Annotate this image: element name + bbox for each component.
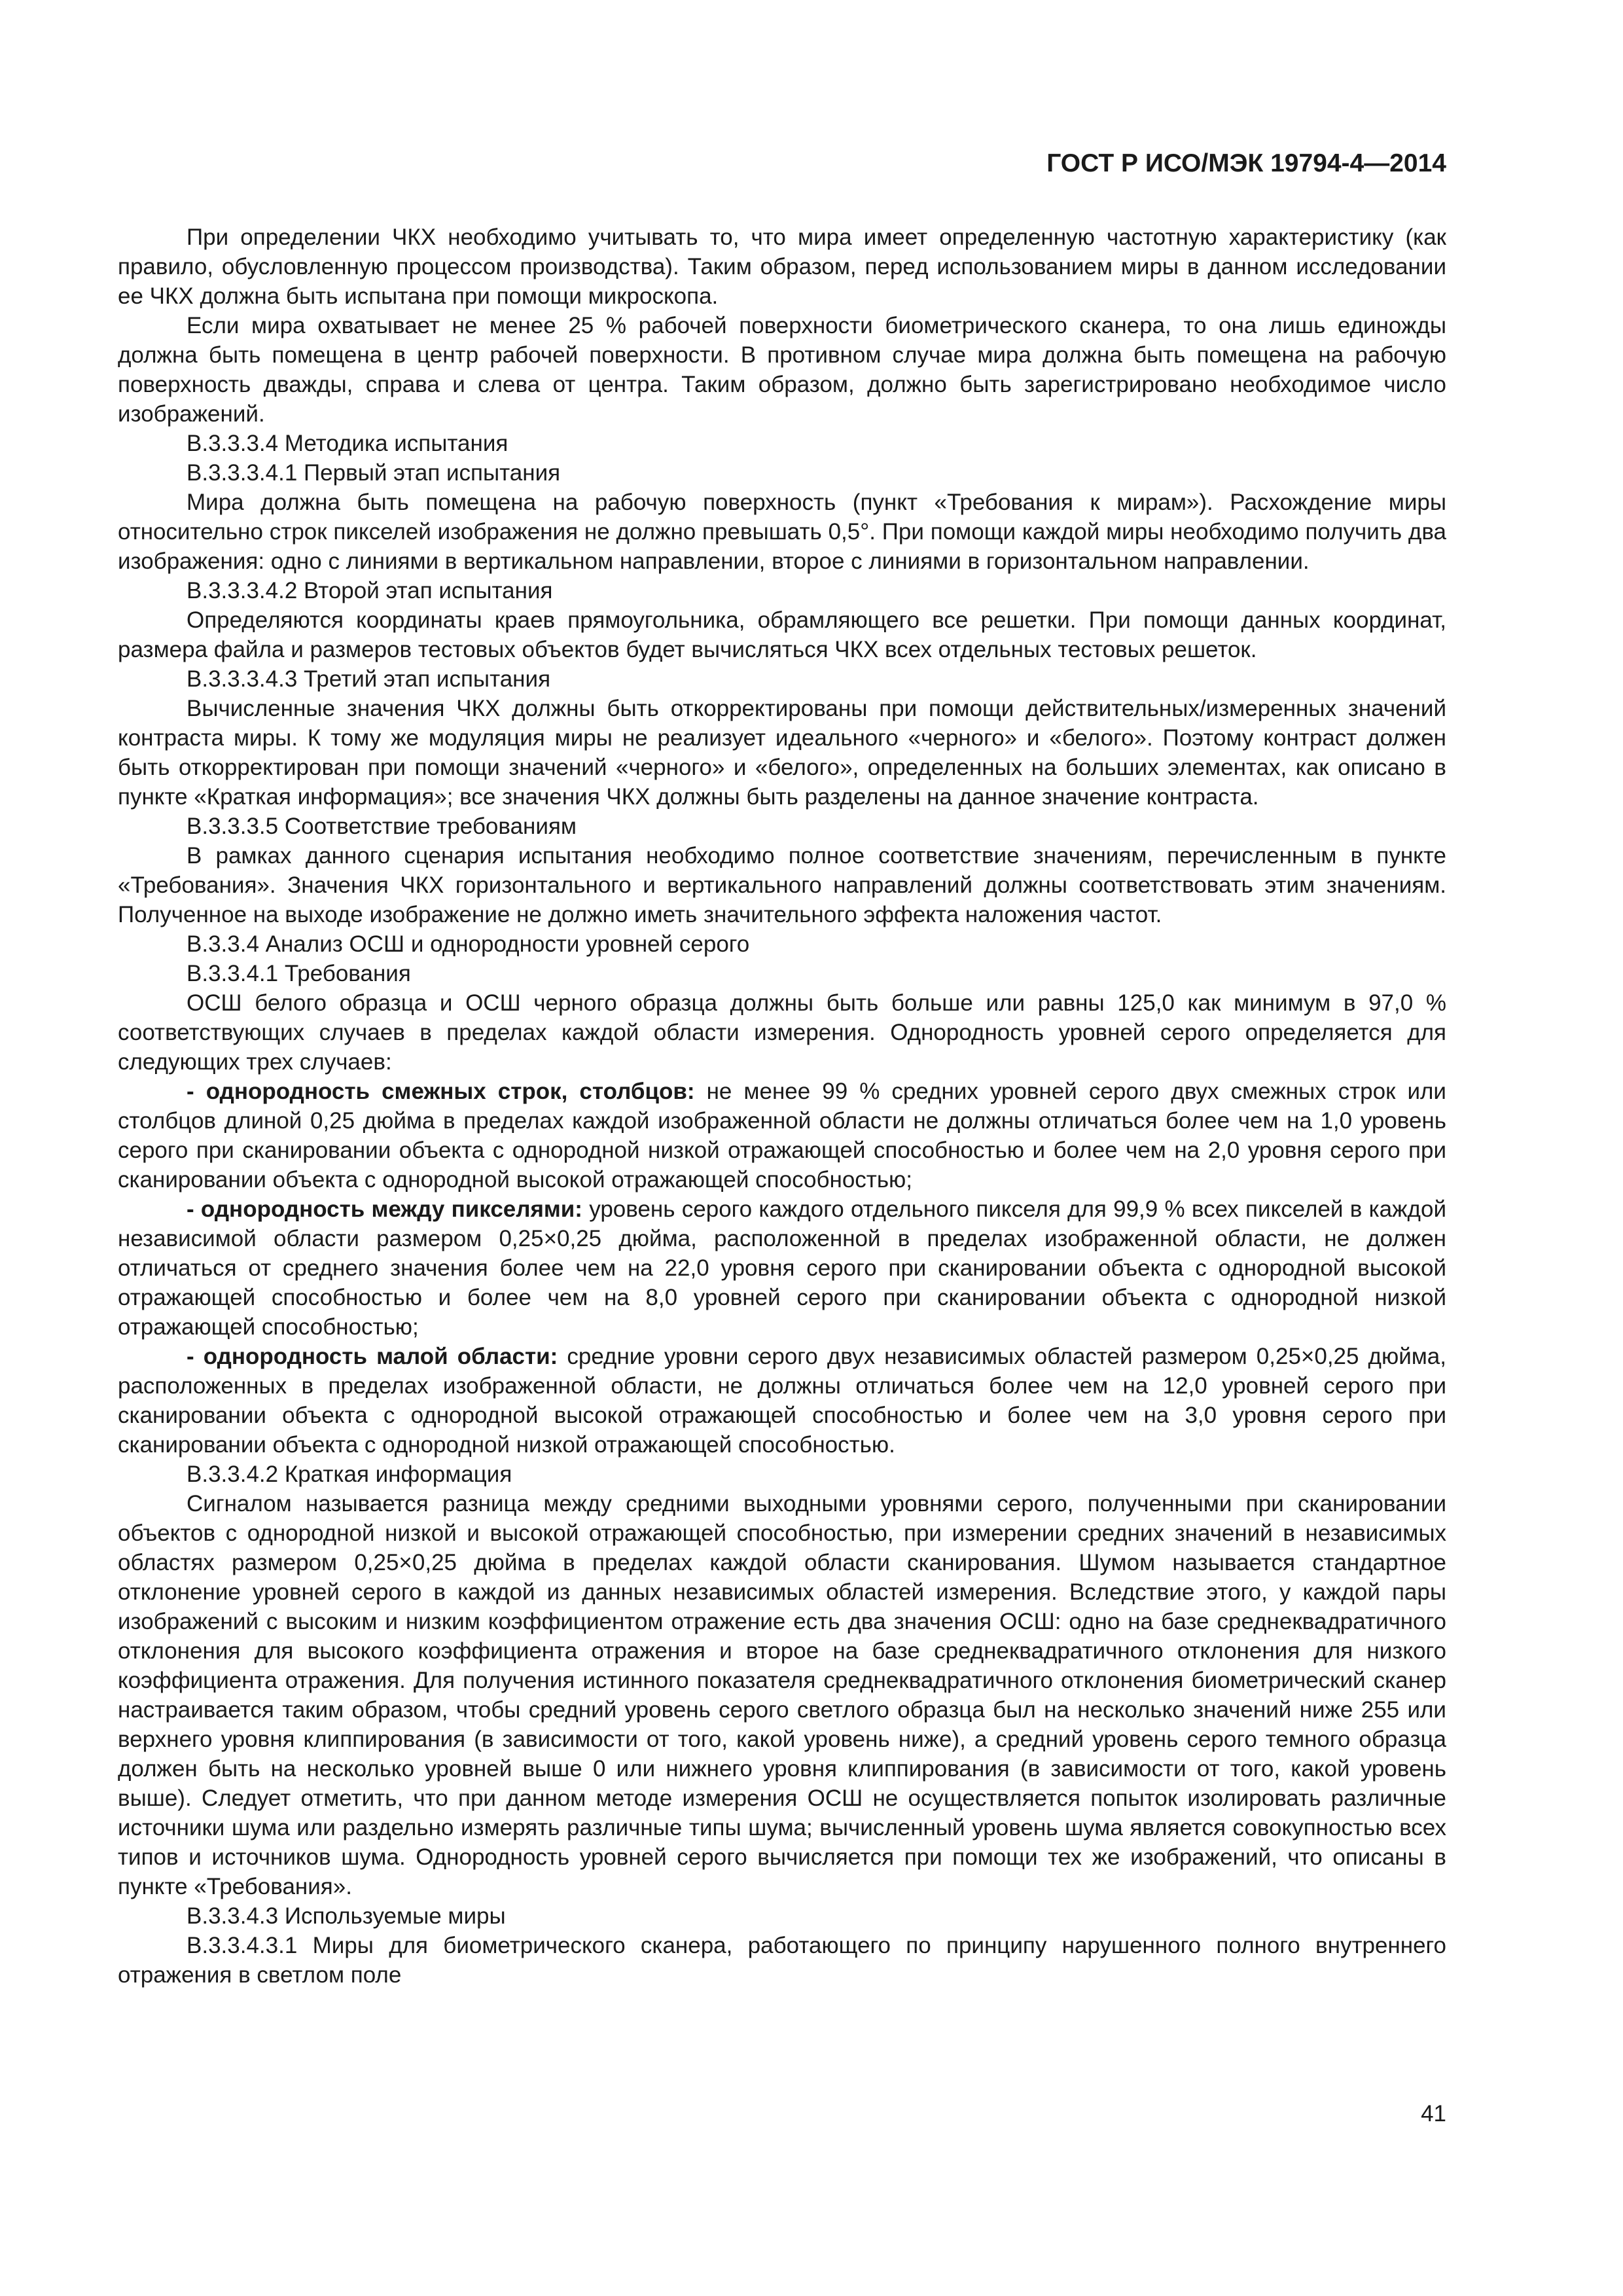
section-heading: B.3.3.3.5 Соответствие требованиям bbox=[187, 814, 577, 839]
list-item: - однородность между пикселями: уровень серого каждого отдельного пикселя для 99,9 % всех пикселей в каждой независимой области размером 0,25×0,25 дюйма, расположенной в пределах изображенной области, не должен отличаться от среднего значения более чем на 22,0 уровня серого при сканировании объекта с однородной высокой отражающей способностью и более чем на 8,0 уровней серого при сканировании объекта с однородной низкой отражающей способностью; bbox=[118, 1196, 1446, 1340]
paragraph: При определении ЧКХ необходимо учитывать то, что мира имеет определенную частотную характеристику (как правило, обусловленную процессом производства). Таким образом, перед использованием миры в данном исследовании ее ЧКХ должна быть испытана при помощи микроскопа. bbox=[118, 224, 1446, 309]
paragraph: B.3.3.4.3.1 Миры для биометрического сканера, работающего по принципу нарушенного полного внутреннего отражения в светлом поле bbox=[118, 1933, 1446, 1988]
paragraph: Сигналом называется разница между средними выходными уровнями серого, полученными при сканировании объектов с однородной низкой и высокой отражающей способностью, при измерении средних значений в независимых областях размером 0,25×0,25 дюйма в пределах каждой области сканирования. Шумом называется стандартное отклонение уровней серого в каждой из данных независимых областей измерения. Вследствие этого, у каждой пары изображений с высоким и низким коэффициентом отражение есть два значения ОСШ: одно на базе среднеквадратичного отклонения для высокого коэффициента отражения и второе на базе среднеквадратичного отклонения для низкого коэффициента отражения. Для получения истинного показателя среднеквадратичного отклонения биометрический сканер настраивается таким образом, чтобы средний уровень серого светлого образца был на несколько значений ниже 255 или верхнего уровня клиппирования (в зависимости от того, какой уровень ниже), а средний уровень серого темного образца должен быть на несколько уровней выше 0 или нижнего уровня клиппирования (в зависимости от того, какой уровень выше). Следует отметить, что при данном методе измерения ОСШ не осуществляется попыток изолировать различные источники шума или раздельно измерять различные типы шума; вычисленный уровень шума является совокупностью всех типов и источников шума. Однородность уровней серого вычисляется при помощи тех же изображений, что описаны в пункте «Требования». bbox=[118, 1491, 1446, 1899]
page-number: 41 bbox=[1421, 2101, 1446, 2126]
list-item-lead: - однородность смежных строк, столбцов: bbox=[187, 1079, 695, 1104]
paragraph: Вычисленные значения ЧКХ должны быть откорректированы при помощи действительных/измеренных значений контраста миры. К тому же модуляция миры не реализует идеального «черного» и «белого». Поэтому контраст должен быть откорректирован при помощи значений «черного» и «белого», определенных на больших элементах, как описано в пункте «Краткая информация»; все значения ЧКХ должны быть разделены на данное значение контраста. bbox=[118, 696, 1446, 810]
section-heading: B.3.3.4.1 Требования bbox=[187, 961, 411, 986]
section-heading: B.3.3.4.2 Краткая информация bbox=[187, 1462, 512, 1487]
paragraph: В рамках данного сценария испытания необходимо полное соответствие значениям, перечисленным в пункте «Требования». Значения ЧКХ горизонтального и вертикального направлений должны соответствовать этим значениям. Полученное на выходе изображение не должно иметь значительного эффекта наложения частот. bbox=[118, 843, 1446, 927]
body-text bbox=[118, 223, 1446, 1990]
list-item: - однородность смежных строк, столбцов: не менее 99 % средних уровней серого двух смежных строк или столбцов длиной 0,25 дюйма в пределах каждой изображенной области не должны отличаться более чем на 1,0 уровень серого при сканировании объекта с однородной низкой отражающей способностью и более чем на 2,0 уровня серого при сканировании объекта с однородной высокой отражающей способностью; bbox=[118, 1079, 1446, 1193]
paragraph: Мира должна быть помещена на рабочую поверхность (пункт «Требования к мирам»). Расхождение миры относительно строк пикселей изображения не должно превышать 0,5°. При помощи каждой миры необходимо получить два изображения: одно с линиями в вертикальном направлении, второе с линиями в горизонтальном направлении. bbox=[118, 490, 1446, 574]
section-heading: B.3.3.4.3 Используемые миры bbox=[187, 1903, 506, 1929]
paragraph: Если мира охватывает не менее 25 % рабочей поверхности биометрического сканера, то она лишь единожды должна быть помещена в центр рабочей поверхности. В противном случае мира должна быть помещена на рабочую поверхность дважды, справа и слева от центра. Таким образом, должно быть зарегистрировано необходимое число изображений. bbox=[118, 313, 1446, 427]
paragraph: ОСШ белого образца и ОСШ черного образца должны быть больше или равны 125,0 как минимум в 97,0 % соответствующих случаев в пределах каждой области измерения. Однородность уровней серого определяется для следующих трех случаев: bbox=[118, 990, 1446, 1075]
section-heading: B.3.3.3.4.2 Второй этап испытания bbox=[187, 578, 553, 603]
section-heading: B.3.3.4 Анализ ОСШ и однородности уровней серого bbox=[187, 931, 750, 957]
list-item: - однородность малой области: средние уровни серого двух независимых областей размером 0,25×0,25 дюйма, расположенных в пределах изображенной области, не должны отличаться более чем на 12,0 уровней серого при сканировании объекта с однородной высокой отражающей способностью и более чем на 3,0 уровня серого при сканировании объекта с однородной низкой отражающей способностью. bbox=[118, 1344, 1447, 1458]
section-heading: B.3.3.3.4.3 Третий этап испытания bbox=[187, 666, 551, 692]
document-header bbox=[118, 149, 1446, 178]
section-heading: B.3.3.3.4 Методика испытания bbox=[187, 431, 508, 456]
section-heading: B.3.3.3.4.1 Первый этап испытания bbox=[187, 460, 561, 486]
standard-id: ГОСТ Р ИСО/МЭК 19794-4—2014 bbox=[1046, 149, 1446, 177]
paragraph: Определяются координаты краев прямоугольника, обрамляющего все решетки. При помощи данных координат, размера файла и размеров тестовых объектов будет вычисляться ЧКХ всех отдельных тестовых решеток. bbox=[118, 607, 1446, 662]
list-item-lead: - однородность между пикселями: bbox=[187, 1196, 582, 1222]
list-item-lead: - однородность малой области: bbox=[187, 1344, 558, 1369]
